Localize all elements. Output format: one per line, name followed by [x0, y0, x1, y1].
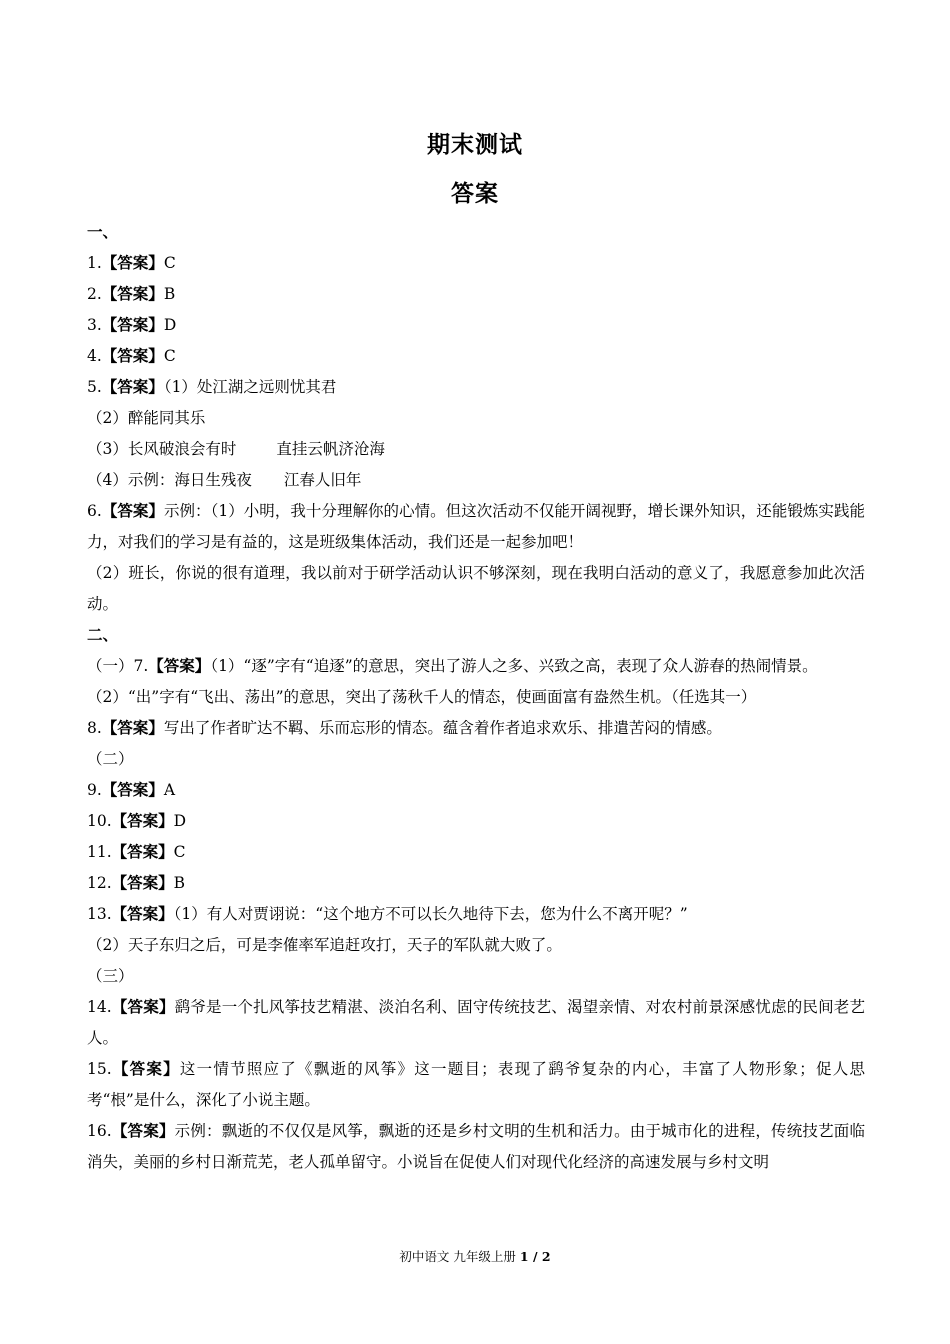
subsection-heading-3: （三）	[87, 967, 134, 985]
answer-item-14: 14.【答案】鹞爷是一个扎风筝技艺精湛、淡泊名利、固守传统技艺、渴望亲情、对农村前景深感忧虑的民间老艺人。	[87, 998, 865, 1047]
answer-item-7-part-2: （2）“出”字有“飞出、荡出”的意思，突出了荡秋千人的情态，使画面富有盎然生机。（任选其一）	[87, 688, 757, 706]
answer-item-5-part-4: （4）示例：海日生残夜 江春人旧年	[87, 471, 362, 489]
answer-item-5-part-3: （3）长风破浪会有时 直挂云帆济沧海	[87, 440, 385, 458]
answer-item-10: 10.【答案】D	[87, 812, 187, 830]
answer-item-4: 4.【答案】C	[87, 347, 176, 365]
answer-item-5: 5.【答案】（1）处江湖之远则忧其君	[87, 378, 337, 396]
answer-item-11: 11.【答案】C	[87, 843, 186, 861]
answer-item-9: 9.【答案】A	[87, 781, 176, 799]
page-subtitle: 答案	[451, 181, 499, 207]
answer-item-6-part-2: （2）班长，你说的很有道理，我以前对于研学活动认识不够深刻，现在我明白活动的意义了，我愿意参加此次活动。	[87, 564, 865, 613]
page-title: 期末测试	[427, 132, 523, 158]
page-number: 1 / 2	[519, 1249, 551, 1264]
answer-item-13-part-2: （2）天子东归之后，可是李傕率军追赶攻打，天子的军队就大败了。	[87, 936, 562, 954]
answer-item-7: （一）7.【答案】（1）“逐”字有“追逐”的意思，突出了游人之多、兴致之高，表现了众人游春的热闹情景。	[87, 657, 818, 675]
answer-item-3: 3.【答案】D	[87, 316, 177, 334]
subsection-heading-2: （二）	[87, 750, 134, 768]
answer-item-15: 15.【答案】这一情节照应了《飘逝的风筝》这一题目；表现了鹞爷复杂的内心，丰富了人物形象；促人思考“根”是什么，深化了小说主题。	[87, 1060, 865, 1109]
page-footer	[0, 1247, 950, 1265]
answer-item-2: 2.【答案】B	[87, 285, 176, 303]
section-heading-1: 一、	[87, 223, 119, 241]
answer-item-6: 6.【答案】示例：（1）小明，我十分理解你的心情。但这次活动不仅能开阔视野，增长课外知识，还能锻炼实践能力，对我们的学习是有益的，这是班级集体活动，我们还是一起参加吧！	[87, 502, 865, 551]
answer-item-8: 8.【答案】写出了作者旷达不羁、乐而忘形的情态。蕴含着作者追求欢乐、排遣苦闷的情感。	[87, 719, 722, 737]
answer-body	[87, 217, 865, 1178]
answer-item-12: 12.【答案】B	[87, 874, 186, 892]
answer-item-13: 13.【答案】（1）有人对贾诩说：“这个地方不可以长久地待下去，您为什么不离开呢？”	[87, 905, 688, 923]
footer-text: 初中语文 九年级上册	[399, 1249, 516, 1264]
section-heading-2: 二、	[87, 626, 119, 644]
answer-item-5-part-2: （2）醉能同其乐	[87, 409, 206, 427]
answer-item-16: 16.【答案】示例：飘逝的不仅仅是风筝，飘逝的还是乡村文明的生机和活力。由于城市化的进程，传统技艺面临消失，美丽的乡村日渐荒芜，老人孤单留守。小说旨在促使人们对现代化经济的高速发展与乡村文明	[87, 1122, 865, 1171]
answer-item-1: 1.【答案】C	[87, 254, 176, 272]
